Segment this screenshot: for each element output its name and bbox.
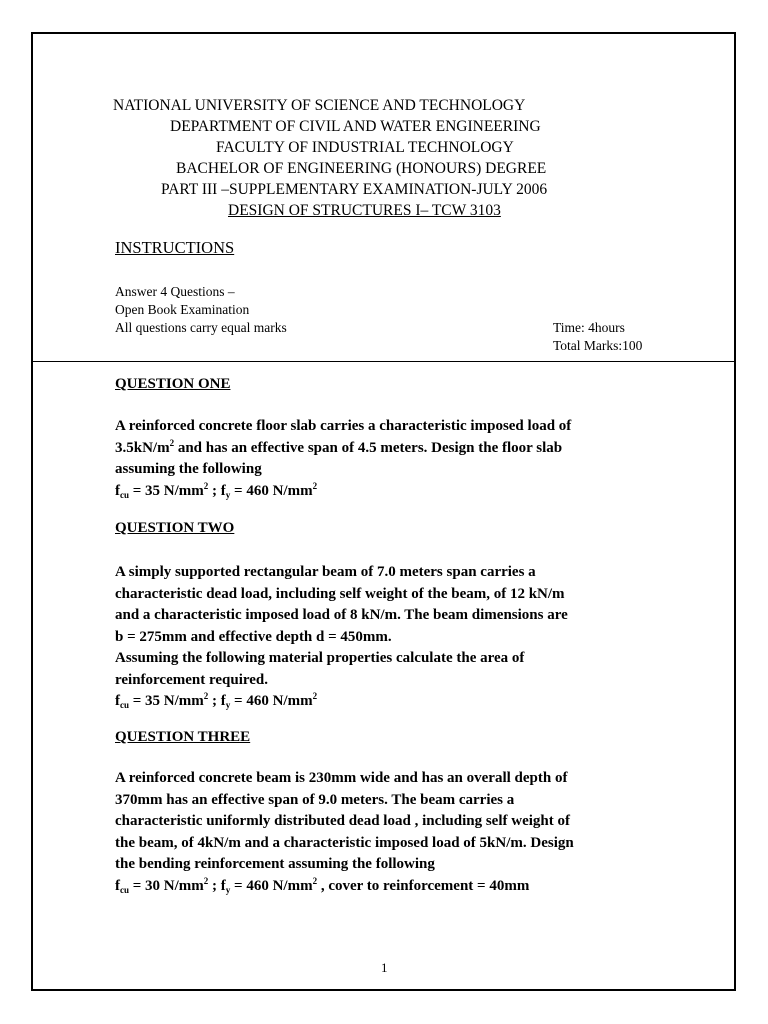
question-line: A reinforced concrete floor slab carries a characteristic imposed load of	[115, 418, 572, 434]
instruction-answer: Answer 4 Questions –	[115, 284, 235, 299]
divider-line	[33, 361, 734, 362]
page-number: 1	[381, 960, 388, 975]
question-line: A reinforced concrete beam is 230mm wide and has an overall depth of	[115, 770, 568, 786]
faculty-name: FACULTY OF INDUSTRIAL TECHNOLOGY	[216, 139, 514, 156]
question-line: $3.5kN/m^2$ and has an effective span of 4.5 meters. Design the floor slab	[115, 437, 563, 456]
instructions-heading: INSTRUCTIONS	[115, 238, 235, 257]
question-line: the bending reinforcement assuming the following	[115, 856, 435, 872]
total-marks: Total Marks:100	[553, 338, 643, 353]
question-line: characteristic dead load, including self weight of the beam, of 12 kN/m	[115, 585, 565, 602]
question-line: reinforcement required.	[115, 671, 269, 688]
material-properties: $f_{cu} = 30$ $N/mm^2$ ; $f_y = 460$ $N/mm^2$ , cover to reinforcement = 40mm	[115, 875, 530, 895]
question-line: 370mm has an effective span of 9.0 meters. The beam carries a	[115, 791, 515, 808]
course-title: DESIGN OF STRUCTURES I– TCW 3103	[228, 202, 501, 219]
exam-title: PART III –SUPPLEMENTARY EXAMINATION-JULY 2006	[161, 181, 548, 198]
instruction-open-book: Open Book Examination	[115, 302, 250, 317]
degree-name: BACHELOR OF ENGINEERING (HONOURS) DEGREE	[176, 160, 547, 177]
question-three-body	[115, 768, 675, 897]
question-one-body	[115, 416, 675, 502]
material-properties: $f_{cu} = 35$ $N/mm^2$ ; $f_y = 460$ $N/mm^2$	[115, 691, 318, 710]
question-two-heading: QUESTION TWO	[115, 520, 235, 536]
question-line: the beam, of 4kN/m and a characteristic imposed load of 5kN/m. Design	[115, 834, 574, 851]
question-line: and a characteristic imposed load of 8 kN/m. The beam dimensions are	[115, 607, 568, 623]
question-line: A simply supported rectangular beam of 7.0 meters span carries a	[115, 564, 536, 580]
department-name: DEPARTMENT OF CIVIL AND WATER ENGINEERING	[170, 118, 541, 135]
exam-time: Time: 4hours	[553, 320, 625, 335]
question-line: assuming the following	[115, 461, 262, 477]
university-name: NATIONAL UNIVERSITY OF SCIENCE AND TECHNOLOGY	[113, 97, 526, 114]
page-frame	[31, 32, 736, 991]
question-two-body	[115, 562, 675, 713]
question-line: characteristic uniformly distributed dead load , including self weight of	[115, 813, 570, 829]
material-properties: $f_{cu} = 35$ $N/mm^2$ ; $f_y = 460$ $N/mm^2$	[115, 480, 318, 500]
question-line: b = 275mm and effective depth d = 450mm.	[115, 628, 392, 645]
question-one-heading: QUESTION ONE	[115, 376, 231, 392]
question-three-heading: QUESTION THREE	[115, 729, 251, 745]
instruction-equal-marks: All questions carry equal marks	[115, 320, 287, 335]
question-line: Assuming the following material properties calculate the area of	[115, 650, 525, 666]
